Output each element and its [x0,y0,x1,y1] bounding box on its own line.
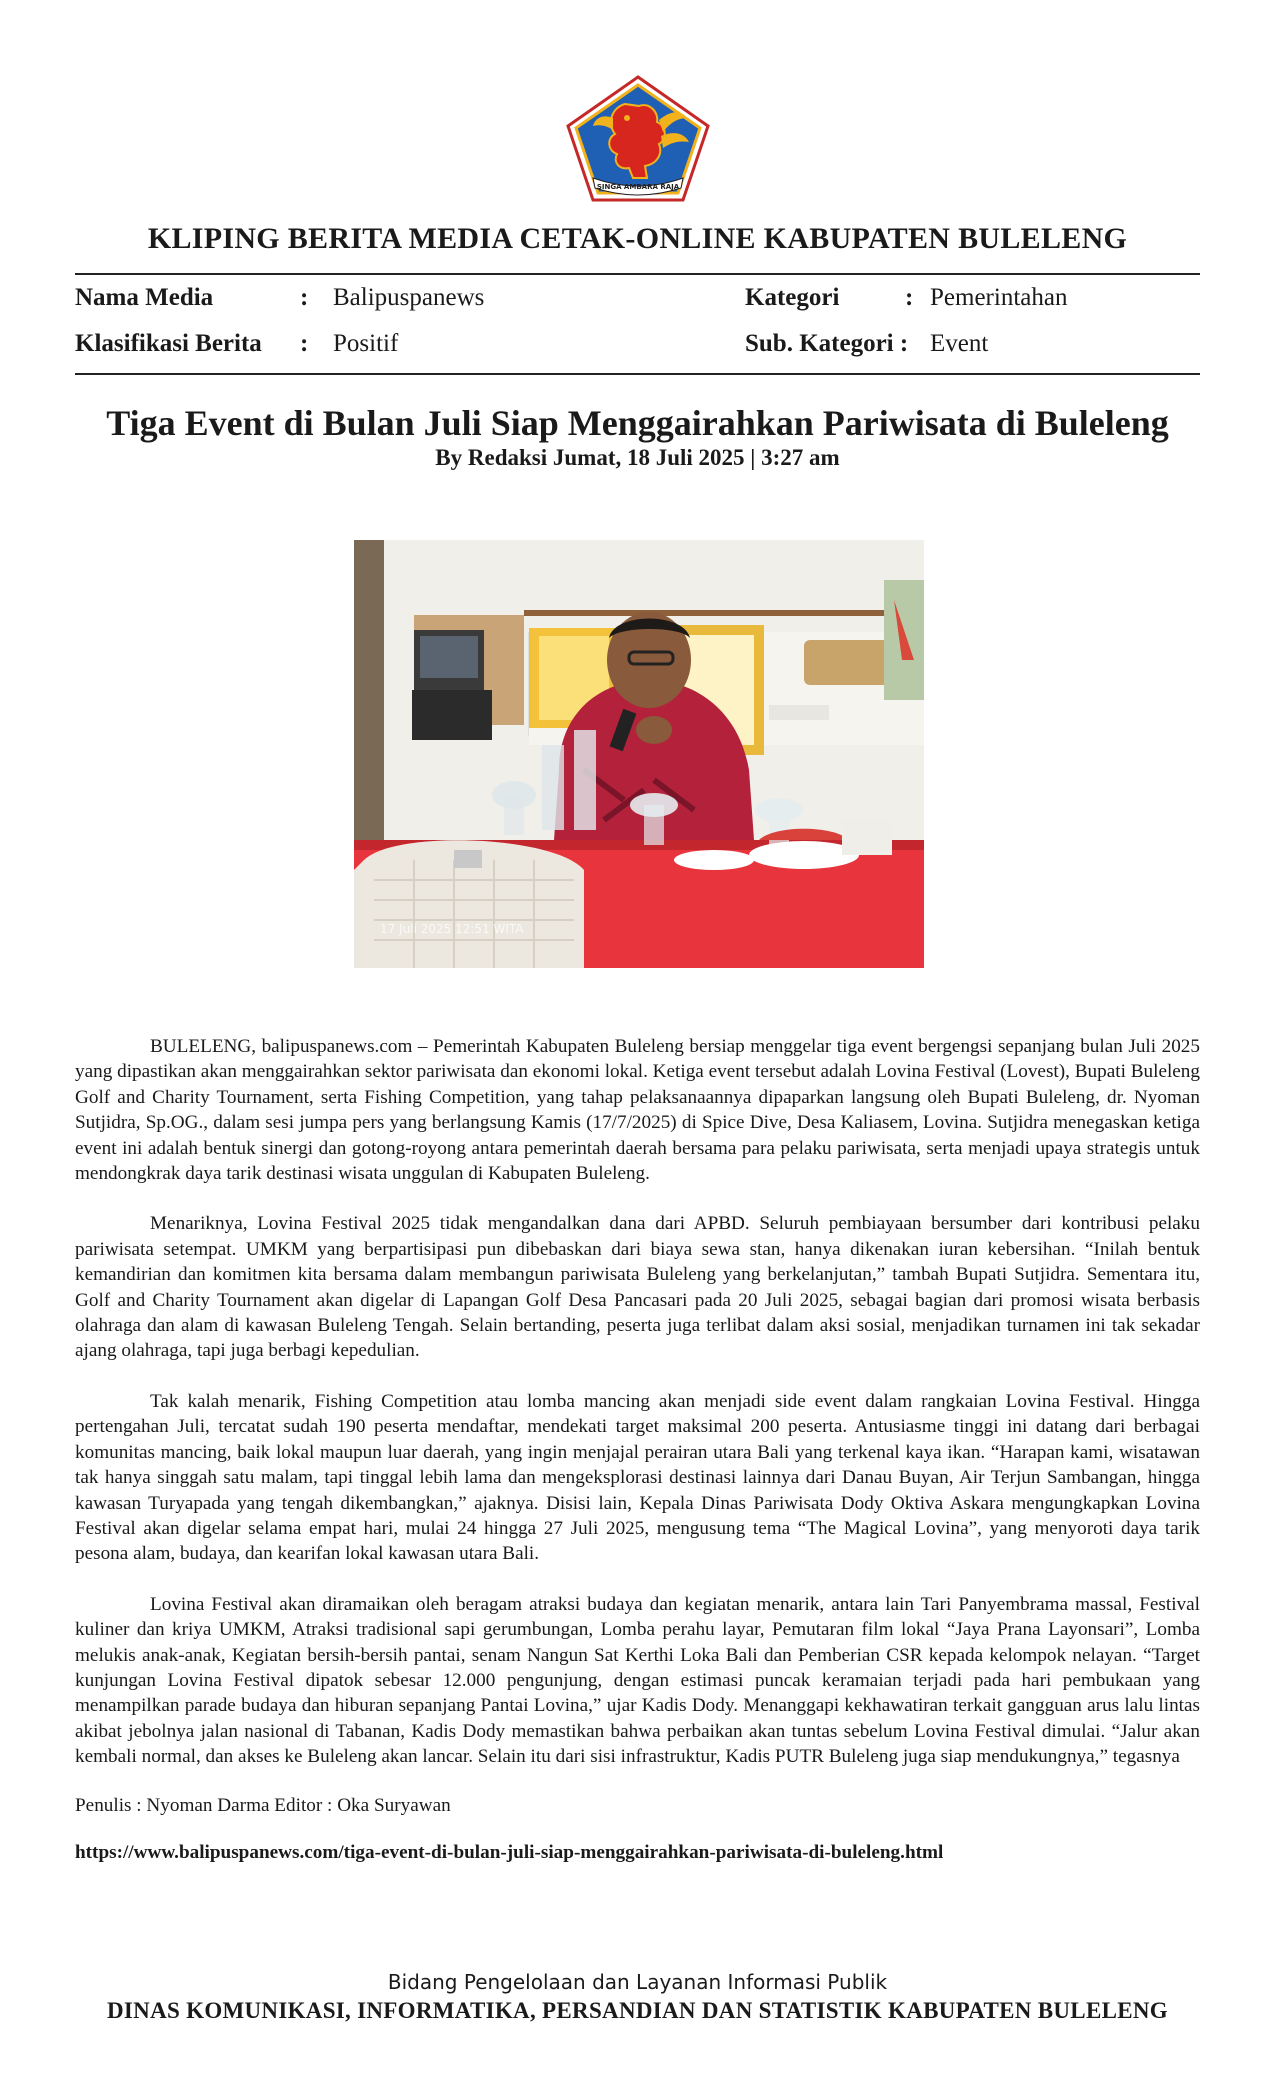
article-paragraph: Lovina Festival akan diramaikan oleh beragam atraksi budaya dan kegiatan menarik, antara lain Tari Panyembrama massal, Festival kuliner dan kriya UMKM, Atraksi tradisional sapi gerumbungan, Lomba perahu layar, Pemutaran film lokal “Jaya Prana Layonsari”, Lomba melukis anak-anak, Kegiatan bersih-bersih pantai, senam Nangun Sat Kerthi Loka Bali dan Pemberian CSR kepada kelompok nelayan. “Target kunjungan Lovina Festival dipatok sebesar 12.000 pengunjung, dengan estimasi puncak keramaian terjadi pada hari pembukaan yang menampilkan parade budaya dan hiburan sepanjang Pantai Lovina,” ujar Kadis Dody. Menanggapi kekhawatiran terkait gangguan arus lalu lintas akibat jebolnya jalan nasional di Tabanan, Kadis Dody memastikan bahwa perbaikan akan tuntas sebelum Lovina Festival dimulai. “Jalur akan kembali normal, dan akses ke Buleleng akan lancar. Selain itu dari sisi infrastruktur, Kadis PUTR Buleleng juga siap mendukungnya,” tegasnya [75,1593,1200,1768]
page-title: KLIPING BERITA MEDIA CETAK-ONLINE KABUPATEN BULELENG [147,222,1128,255]
emblem-graphic [563,74,713,204]
klasifikasi-label: Klasifikasi Berita [75,330,262,357]
buleleng-regency-emblem-icon [563,74,713,204]
subkategori-label: Sub. Kategori : [745,330,909,357]
article-credits: Penulis : Nyoman Darma Editor : Oka Suryawan [75,1794,451,1816]
kategori-value: Pemerintahan [930,284,1068,311]
klasifikasi-colon: : [300,330,309,357]
article-paragraph: Menariknya, Lovina Festival 2025 tidak mengandalkan dana dari APBD. Seluruh pembiayaan bersumber dari kontribusi pelaku pariwisata setempat. UMKM yang berpartisipasi pun dibebaskan dari biaya sewa stan, hanya dikenakan iuran kebersihan. “Inilah bentuk kemandirian dan komitmen kita bersama dalam membangun pariwisata Buleleng yang berkelanjutan,” tambah Bupati Sutjidra. Sementara itu, Golf and Charity Tournament akan digelar di Lapangan Golf Desa Pancasari pada 20 Juli 2025, sebagai bagian dari promosi wisata berbasis olahraga dan alam di kawasan Buleleng Tengah. Selain bertanding, peserta juga terlibat dalam aksi sosial, menjadikan turnamen ini tak sekadar ajang olahraga, tapi juga berbagi kepedulian. [75,1213,1200,1362]
kategori-colon: : [905,284,914,311]
source-url-link[interactable]: https://www.balipuspanews.com/tiga-event-di-bulan-juli-siap-menggairahkan-pariwisata-di-buleleng.html [75,1841,944,1863]
meta-row-1 [75,284,1200,324]
header-divider [75,273,1200,275]
article-title: Tiga Event di Bulan Juli Siap Menggairahkan Pariwisata di Buleleng [106,403,1169,443]
footer-unit: Bidang Pengelolaan dan Layanan Informasi Publik [387,1970,888,1994]
document-page [75,0,1200,2100]
emblem-banner-text: SINGA AMBARA RAJA [596,183,680,191]
press-conference-photo [354,540,924,968]
article-paragraph: BULELENG, balipuspanews.com – Pemerintah Kabupaten Buleleng bersiap menggelar tiga event bergengsi sepanjang bulan Juli 2025 yang dipastikan akan menggairahkan sektor pariwisata dan ekonomi lokal. Ketiga event tersebut adalah Lovina Festival (Lovest), Bupati Buleleng Golf and Charity Tournament, serta Fishing Competition, yang tahap pelaksanaannya dipaparkan langsung oleh Bupati Buleleng, dr. Nyoman Sutjidra, Sp.OG., dalam sesi jumpa pers yang berlangsung Kamis (17/7/2025) di Spice Dive, Desa Kaliasem, Lovina. Sutjidra menegaskan ketiga event ini adalah bentuk sinergi dan gotong-royong antara pemerintah daerah bersama para pelaku pariwisata, serta menjadi upaya strategis untuk mendongkrak daya tarik destinasi wisata unggulan di Kabupaten Buleleng. [75,1036,1200,1185]
klasifikasi-value: Positif [333,330,399,357]
article-byline: By Redaksi Jumat, 18 Juli 2025 | 3:27 am [435,445,840,470]
article-paragraph: Tak kalah menarik, Fishing Competition atau lomba mancing akan menjadi side event dalam rangkaian Lovina Festival. Hingga pertengahan Juli, tercatat sudah 190 peserta mendaftar, mendekati target maksimal 200 peserta. Antusiasme tinggi ini datang dari berbagai komunitas mancing, baik lokal maupun luar daerah, yang ingin menjajal perairan utara Bali yang terkenal kaya ikan. “Harapan kami, wisatawan tak hanya singgah satu malam, tapi tinggal lebih lama dan mengeksplorasi destinasi lainnya dari Danau Buyan, Air Terjun Sambangan, hingga kawasan Turyapada yang tengah dikembangkan,” ajaknya. Disisi lain, Kepala Dinas Pariwisata Dody Oktiva Askara mengungkapkan Lovina Festival akan digelar selama empat hari, mulai 24 hingga 27 Juli 2025, mengusung tema “The Magical Lovina”, yang menyoroti daya tarik pesona alam, budaya, dan kearifan lokal kawasan utara Bali. [75,1390,1200,1565]
media-colon: : [300,284,309,311]
footer-agency: DINAS KOMUNIKASI, INFORMATIKA, PERSANDIAN DAN STATISTIK KABUPATEN BULELENG [107,1998,1168,2023]
article-body [75,1034,1200,1864]
photo-watermark: 17 Juli 2025 12:51 WITA [380,922,524,936]
kategori-label: Kategori [745,284,840,311]
subkategori-value: Event [930,330,989,357]
article-photo [354,540,924,968]
meta-row-2 [75,330,1200,370]
media-value: Balipuspanews [333,284,485,311]
meta-divider [75,373,1200,375]
media-label: Nama Media [75,284,214,311]
